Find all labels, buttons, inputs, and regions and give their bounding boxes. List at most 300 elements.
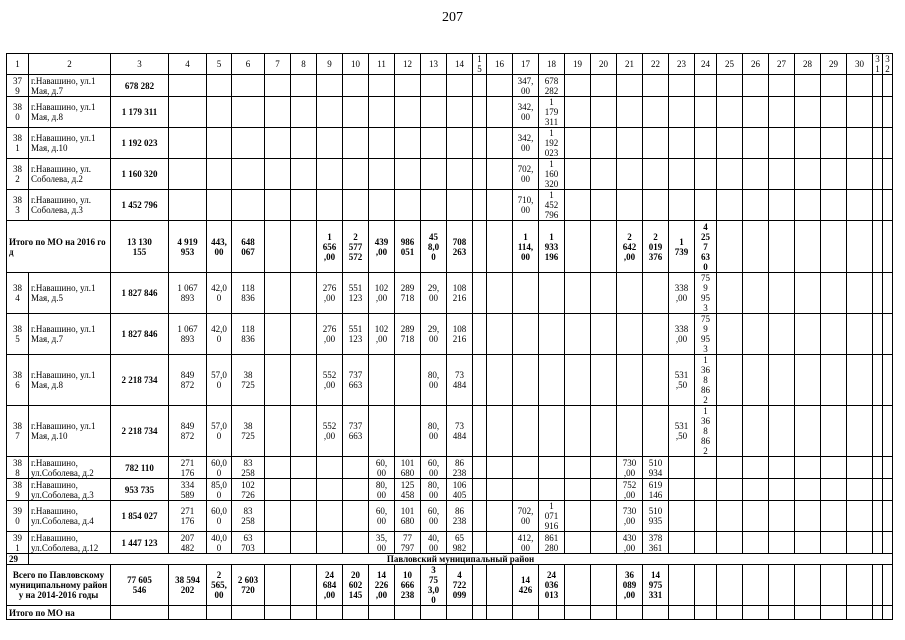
table-cell	[539, 479, 565, 501]
table-cell	[421, 75, 447, 97]
table-cell	[317, 479, 343, 501]
table-cell	[169, 128, 207, 159]
header-cell: 28	[795, 54, 821, 75]
table-cell	[291, 479, 317, 501]
table-cell: 38 594 202	[169, 565, 207, 606]
address-cell: г.Навашино, ул.Соболева, д.3	[29, 479, 111, 501]
table-row	[7, 75, 893, 97]
table-cell	[317, 457, 343, 479]
table-cell	[847, 97, 873, 128]
table-cell	[591, 190, 617, 221]
table-cell: 13 130 155	[111, 221, 169, 273]
header-row	[7, 54, 893, 75]
table-cell: 730 ,00	[617, 457, 643, 479]
header-cell: 13	[421, 54, 447, 75]
table-cell	[821, 314, 847, 355]
table-cell	[591, 159, 617, 190]
table-cell	[643, 97, 669, 128]
table-cell: 737 663	[343, 355, 369, 406]
table-cell	[769, 97, 795, 128]
table-cell	[669, 97, 695, 128]
table-cell: 106 405	[447, 479, 473, 501]
table-cell	[695, 75, 717, 97]
table-cell: 86 238	[447, 501, 473, 532]
table-cell	[795, 128, 821, 159]
table-cell	[513, 479, 539, 501]
table-cell: 531 ,50	[669, 406, 695, 457]
table-cell	[291, 457, 317, 479]
table-cell	[343, 606, 369, 620]
table-cell	[669, 501, 695, 532]
table-cell	[343, 190, 369, 221]
table-cell	[743, 190, 769, 221]
table-cell	[873, 97, 883, 128]
table-cell	[317, 75, 343, 97]
table-cell	[669, 190, 695, 221]
table-cell: 36 089 ,00	[617, 565, 643, 606]
table-cell	[291, 97, 317, 128]
table-cell	[769, 501, 795, 532]
table-cell: 552 ,00	[317, 406, 343, 457]
table-cell	[265, 190, 291, 221]
table-cell	[591, 501, 617, 532]
header-cell: 1 5	[473, 54, 487, 75]
table-cell	[847, 532, 873, 554]
table-cell	[513, 406, 539, 457]
table-cell	[821, 75, 847, 97]
table-cell	[487, 457, 513, 479]
table-cell	[447, 128, 473, 159]
table-cell	[265, 501, 291, 532]
table-cell	[795, 501, 821, 532]
row-number: 38 5	[7, 314, 29, 355]
table-cell	[421, 606, 447, 620]
header-cell: 27	[769, 54, 795, 75]
table-cell: 75 9 95 3	[695, 273, 717, 314]
table-cell	[669, 565, 695, 606]
table-cell	[317, 190, 343, 221]
table-cell	[769, 314, 795, 355]
table-cell: 271 176	[169, 501, 207, 532]
header-cell: 3	[111, 54, 169, 75]
table-cell	[369, 606, 395, 620]
table-cell	[591, 273, 617, 314]
table-cell: 2 218 734	[111, 406, 169, 457]
section-row	[7, 554, 893, 565]
table-cell: 14 975 331	[643, 565, 669, 606]
table-row	[7, 501, 893, 532]
table-cell: 1 739	[669, 221, 695, 273]
table-cell	[513, 457, 539, 479]
table-cell	[343, 501, 369, 532]
table-cell	[617, 190, 643, 221]
table-cell: 334 589	[169, 479, 207, 501]
address-cell: г.Навашино, ул.1 Мая, д.7	[29, 75, 111, 97]
table-cell	[617, 606, 643, 620]
row-number: 38 3	[7, 190, 29, 221]
table-cell	[291, 406, 317, 457]
table-cell	[743, 501, 769, 532]
table-cell	[207, 190, 232, 221]
table-cell: 551 123	[343, 273, 369, 314]
table-cell	[743, 128, 769, 159]
table-cell	[617, 406, 643, 457]
table-cell	[795, 565, 821, 606]
table-cell	[717, 97, 743, 128]
table-cell	[265, 221, 291, 273]
table-cell	[169, 190, 207, 221]
table-row	[7, 606, 893, 620]
table-cell	[265, 314, 291, 355]
table-cell	[883, 532, 893, 554]
header-cell: 12	[395, 54, 421, 75]
table-cell: 443, 00	[207, 221, 232, 273]
table-cell: 4 919 953	[169, 221, 207, 273]
row-number: 39 0	[7, 501, 29, 532]
table-cell: 85,0 0	[207, 479, 232, 501]
table-cell	[821, 457, 847, 479]
table-cell	[473, 75, 487, 97]
table-cell	[539, 457, 565, 479]
header-cell: 3 2	[883, 54, 893, 75]
table-cell	[743, 457, 769, 479]
table-cell	[847, 355, 873, 406]
table-cell: 24 684 ,00	[317, 565, 343, 606]
table-cell	[111, 606, 169, 620]
table-cell	[487, 565, 513, 606]
table-cell: 29, 00	[421, 273, 447, 314]
table-cell	[565, 159, 591, 190]
header-cell: 9	[317, 54, 343, 75]
header-cell: 21	[617, 54, 643, 75]
table-cell	[821, 128, 847, 159]
table-cell	[883, 159, 893, 190]
table-cell: 702, 00	[513, 159, 539, 190]
table-cell	[873, 406, 883, 457]
table-cell	[617, 355, 643, 406]
table-cell: 552 ,00	[317, 355, 343, 406]
row-number: 38 4	[7, 273, 29, 314]
table-cell	[883, 75, 893, 97]
section-number: 29	[7, 554, 29, 565]
table-cell	[617, 273, 643, 314]
table-cell: 29, 00	[421, 314, 447, 355]
table-cell	[769, 457, 795, 479]
table-cell: 1 827 846	[111, 314, 169, 355]
table-cell: 986 051	[395, 221, 421, 273]
table-cell	[795, 355, 821, 406]
table-cell: 342, 00	[513, 97, 539, 128]
table-cell: 276 ,00	[317, 273, 343, 314]
table-cell: 102 726	[232, 479, 265, 501]
table-cell	[291, 565, 317, 606]
table-cell	[873, 565, 883, 606]
table-cell	[717, 273, 743, 314]
table-cell	[717, 128, 743, 159]
table-cell: 83 258	[232, 501, 265, 532]
table-cell	[873, 190, 883, 221]
table-cell	[591, 406, 617, 457]
table-cell	[847, 501, 873, 532]
address-cell: г.Навашино, ул.1 Мая, д.8	[29, 97, 111, 128]
table-cell: 77 797	[395, 532, 421, 554]
table-cell	[821, 355, 847, 406]
header-cell: 6	[232, 54, 265, 75]
table-cell: 60,0 0	[207, 501, 232, 532]
table-cell	[447, 606, 473, 620]
table-cell	[795, 457, 821, 479]
table-cell	[265, 128, 291, 159]
table-cell	[821, 221, 847, 273]
table-cell	[795, 159, 821, 190]
table-cell: 125 458	[395, 479, 421, 501]
table-cell	[591, 479, 617, 501]
table-cell	[473, 501, 487, 532]
table-cell: 77 605 546	[111, 565, 169, 606]
table-cell: 953 735	[111, 479, 169, 501]
table-cell: 57,0 0	[207, 355, 232, 406]
table-cell	[291, 606, 317, 620]
header-cell: 30	[847, 54, 873, 75]
table-cell	[565, 565, 591, 606]
table-cell	[473, 565, 487, 606]
row-number: 38 7	[7, 406, 29, 457]
table-cell: 80, 00	[421, 406, 447, 457]
table-cell	[265, 159, 291, 190]
table-cell	[717, 457, 743, 479]
table-cell	[487, 75, 513, 97]
table-cell: 782 110	[111, 457, 169, 479]
table-cell	[565, 128, 591, 159]
table-cell	[695, 565, 717, 606]
table-cell	[821, 479, 847, 501]
table-cell	[265, 355, 291, 406]
table-cell	[669, 606, 695, 620]
table-cell	[883, 221, 893, 273]
row-label: Итого по МО на	[7, 606, 111, 620]
table-cell	[617, 128, 643, 159]
row-number: 38 8	[7, 457, 29, 479]
table-cell	[565, 273, 591, 314]
row-label: Итого по МО на 2016 год	[7, 221, 111, 273]
table-cell	[873, 501, 883, 532]
header-cell: 29	[821, 54, 847, 75]
table-cell	[343, 75, 369, 97]
header-cell: 25	[717, 54, 743, 75]
table-cell: 38 725	[232, 355, 265, 406]
table-cell	[369, 406, 395, 457]
table-cell	[795, 479, 821, 501]
table-cell	[447, 159, 473, 190]
row-number: 38 1	[7, 128, 29, 159]
table-cell	[395, 159, 421, 190]
table-cell: 45 8,0 0	[421, 221, 447, 273]
table-cell: 708 263	[447, 221, 473, 273]
table-cell	[565, 457, 591, 479]
table-cell	[695, 532, 717, 554]
table-cell	[265, 479, 291, 501]
table-cell: 551 123	[343, 314, 369, 355]
table-cell	[395, 606, 421, 620]
section-title: Павловский муниципальный район	[29, 554, 893, 565]
row-number: 38 9	[7, 479, 29, 501]
table-cell	[669, 75, 695, 97]
table-cell	[669, 479, 695, 501]
header-cell: 22	[643, 54, 669, 75]
table-cell: 1 192 023	[111, 128, 169, 159]
header-cell: 24	[695, 54, 717, 75]
table-cell	[447, 97, 473, 128]
table-cell	[395, 190, 421, 221]
table-cell	[232, 128, 265, 159]
table-cell	[591, 314, 617, 355]
table-cell: 510 934	[643, 457, 669, 479]
table-cell	[473, 355, 487, 406]
table-cell	[743, 479, 769, 501]
table-cell	[395, 75, 421, 97]
table-cell: 207 482	[169, 532, 207, 554]
table-cell: 2 577 572	[343, 221, 369, 273]
table-cell	[643, 406, 669, 457]
table-cell	[769, 606, 795, 620]
table-cell	[821, 501, 847, 532]
table-cell	[873, 75, 883, 97]
table-cell	[232, 159, 265, 190]
table-cell	[473, 606, 487, 620]
table-cell: 60, 00	[421, 501, 447, 532]
table-cell	[539, 273, 565, 314]
table-cell	[643, 273, 669, 314]
table-cell: 24 036 013	[539, 565, 565, 606]
table-cell	[617, 75, 643, 97]
table-row	[7, 479, 893, 501]
table-cell	[873, 159, 883, 190]
table-cell	[873, 457, 883, 479]
table-cell: 14 226 ,00	[369, 565, 395, 606]
table-cell: 378 361	[643, 532, 669, 554]
table-cell	[343, 159, 369, 190]
table-cell	[565, 532, 591, 554]
table-cell	[883, 406, 893, 457]
table-cell: 2 565, 00	[207, 565, 232, 606]
table-cell	[169, 606, 207, 620]
table-cell	[717, 75, 743, 97]
table-cell	[617, 97, 643, 128]
row-number: 38 0	[7, 97, 29, 128]
table-cell	[743, 314, 769, 355]
table-cell: 108 216	[447, 314, 473, 355]
table-row	[7, 457, 893, 479]
table-cell	[473, 159, 487, 190]
table-cell	[232, 606, 265, 620]
header-cell: 5	[207, 54, 232, 75]
table-cell	[473, 457, 487, 479]
table-cell	[883, 97, 893, 128]
table-cell: 2 603 720	[232, 565, 265, 606]
header-cell: 8	[291, 54, 317, 75]
header-cell: 4	[169, 54, 207, 75]
table-cell	[847, 75, 873, 97]
table-cell: 73 484	[447, 406, 473, 457]
table-cell	[643, 355, 669, 406]
header-cell: 10	[343, 54, 369, 75]
table-cell	[847, 190, 873, 221]
table-cell	[565, 501, 591, 532]
table-cell	[565, 355, 591, 406]
page-number: 207	[442, 10, 463, 25]
table-cell: 63 703	[232, 532, 265, 554]
table-cell	[291, 190, 317, 221]
table-cell	[717, 159, 743, 190]
table-cell: 412, 00	[513, 532, 539, 554]
table-cell	[847, 406, 873, 457]
table-cell: 10 666 238	[395, 565, 421, 606]
table-cell: 80, 00	[369, 479, 395, 501]
table-cell	[769, 159, 795, 190]
header-cell: 17	[513, 54, 539, 75]
table-cell: 4 25 7 63 0	[695, 221, 717, 273]
table-cell	[883, 128, 893, 159]
table-cell	[291, 159, 317, 190]
table-cell: 57,0 0	[207, 406, 232, 457]
table-cell	[743, 75, 769, 97]
table-cell	[617, 314, 643, 355]
table-cell	[769, 128, 795, 159]
table-cell	[207, 75, 232, 97]
table-cell	[695, 457, 717, 479]
table-cell	[847, 314, 873, 355]
table-cell	[873, 355, 883, 406]
table-cell	[743, 159, 769, 190]
table-cell: 60, 00	[421, 457, 447, 479]
table-cell	[473, 532, 487, 554]
table-cell	[717, 406, 743, 457]
table-cell: 73 484	[447, 355, 473, 406]
table-cell	[487, 97, 513, 128]
table-cell	[473, 221, 487, 273]
table-cell	[643, 606, 669, 620]
table-cell	[873, 221, 883, 273]
table-cell	[795, 406, 821, 457]
address-cell: г.Навашино, ул.1 Мая, д.5	[29, 273, 111, 314]
table-row	[7, 221, 893, 273]
table-cell: 108 216	[447, 273, 473, 314]
table-cell	[473, 314, 487, 355]
table-cell	[873, 314, 883, 355]
table-cell	[743, 221, 769, 273]
table-cell: 1 067 893	[169, 273, 207, 314]
table-cell	[487, 532, 513, 554]
table-cell: 118 836	[232, 314, 265, 355]
table-cell	[317, 532, 343, 554]
table-cell	[169, 97, 207, 128]
table-cell	[847, 479, 873, 501]
table-cell	[821, 273, 847, 314]
table-cell	[717, 565, 743, 606]
table-cell: 338 ,00	[669, 273, 695, 314]
table-cell: 14 426	[513, 565, 539, 606]
table-cell: 20 602 145	[343, 565, 369, 606]
table-cell: 1 160 320	[111, 159, 169, 190]
table-cell: 1 447 123	[111, 532, 169, 554]
table-cell	[317, 128, 343, 159]
table-cell	[847, 457, 873, 479]
table-cell: 702, 00	[513, 501, 539, 532]
table-cell	[369, 190, 395, 221]
table-cell: 1 452 796	[539, 190, 565, 221]
row-number: 38 2	[7, 159, 29, 190]
table-cell	[847, 159, 873, 190]
